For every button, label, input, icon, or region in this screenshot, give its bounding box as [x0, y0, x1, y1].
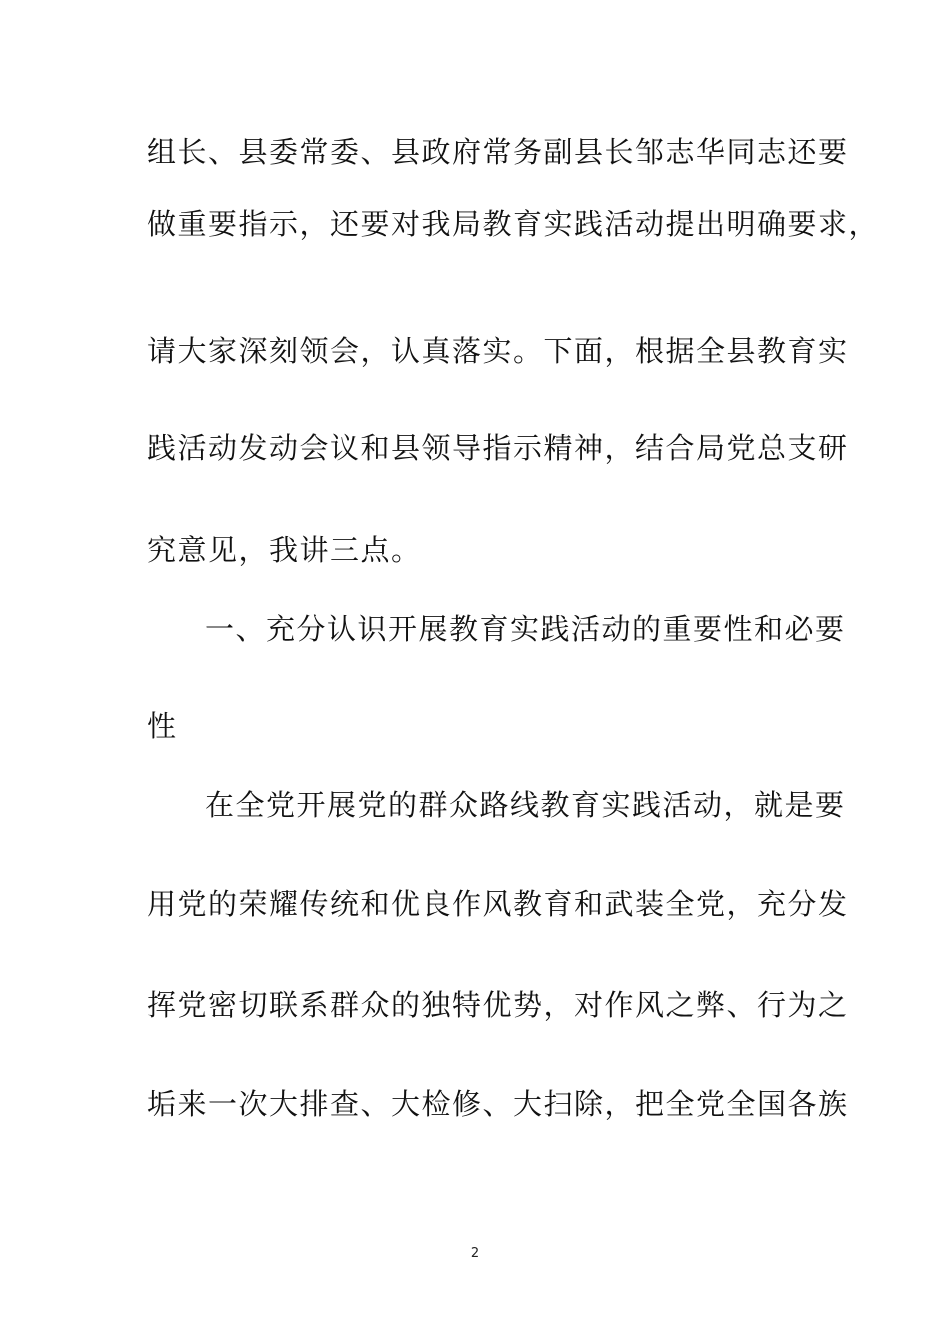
text-line: 究意见，我讲三点。 [147, 533, 422, 567]
text-line: 请大家深刻领会，认真落实。下面，根据全县教育实 [147, 334, 849, 368]
text-line: 挥党密切联系群众的独特优势，对作风之弊、行为之 [147, 988, 849, 1022]
text-line: 践活动发动会议和县领导指示精神，结合局党总支研 [147, 431, 849, 465]
text-line: 组长、县委常委、县政府常务副县长邹志华同志还要 [147, 135, 849, 169]
text-line: 垢来一次大排查、大检修、大扫除，把全党全国各族 [147, 1087, 849, 1121]
text-line: 用党的荣耀传统和优良作风教育和武装全党，充分发 [147, 887, 849, 921]
section-heading-continuation: 性 [147, 709, 178, 743]
section-heading: 一、充分认识开展教育实践活动的重要性和必要 [205, 612, 846, 646]
page-number: 2 [470, 1246, 480, 1261]
text-line: 在全党开展党的群众路线教育实践活动，就是要 [205, 788, 846, 822]
text-line: 做重要指示，还要对我局教育实践活动提出明确要求， [147, 207, 880, 241]
